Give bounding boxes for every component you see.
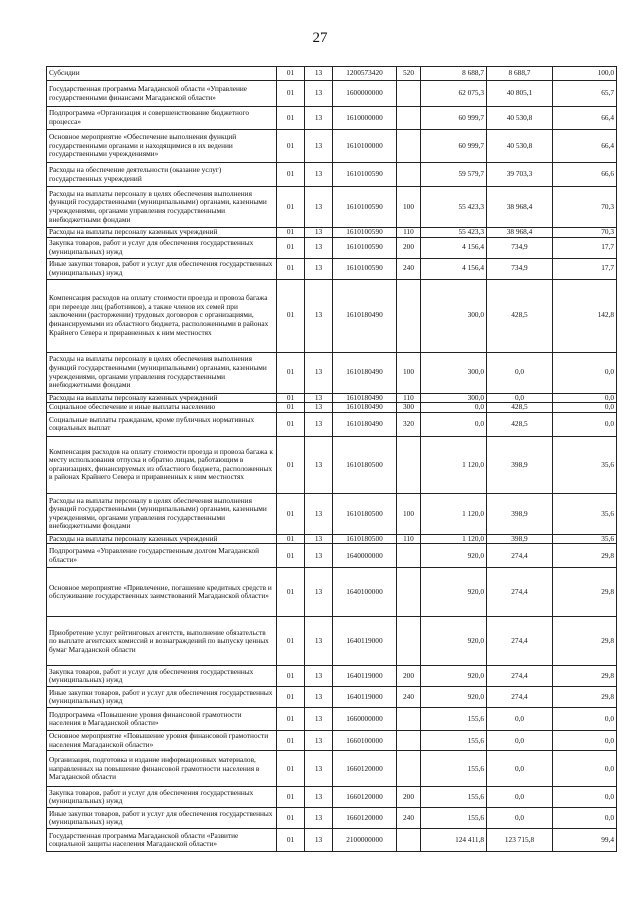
cell-vr: 520 bbox=[397, 67, 421, 81]
table-row bbox=[47, 568, 617, 617]
cell-csr: 1610100590 bbox=[333, 237, 397, 258]
cell-a: 55 423,3 bbox=[421, 187, 487, 228]
cell-csr: 1610000000 bbox=[333, 107, 397, 130]
cell-p: 29,8 bbox=[553, 687, 617, 708]
cell-sub: 13 bbox=[305, 808, 333, 829]
cell-b: 398,9 bbox=[487, 493, 553, 534]
cell-b: 274,4 bbox=[487, 544, 553, 568]
cell-vr: 200 bbox=[397, 666, 421, 687]
cell-name: Подпрограмма «Организация и совершенствование бюджетного процесса» bbox=[47, 107, 277, 130]
cell-gp: 01 bbox=[277, 67, 305, 81]
cell-b: 0,0 bbox=[487, 731, 553, 751]
cell-a: 124 411,8 bbox=[421, 829, 487, 852]
cell-name: Организация, подготовка и издание информационных материалов, направленных на повышение финансовой грамотности населения в Магаданской области bbox=[47, 751, 277, 787]
cell-a: 920,0 bbox=[421, 617, 487, 666]
cell-name: Социальные выплаты гражданам, кроме публичных нормативных социальных выплат bbox=[47, 412, 277, 436]
cell-name: Закупка товаров, работ и услуг для обеспечения государственных (муниципальных) нужд bbox=[47, 666, 277, 687]
table-row bbox=[47, 187, 617, 228]
cell-p: 35,6 bbox=[553, 436, 617, 493]
cell-p: 0,0 bbox=[553, 412, 617, 436]
cell-a: 155,6 bbox=[421, 787, 487, 808]
cell-vr: 100 bbox=[397, 352, 421, 393]
cell-sub: 13 bbox=[305, 544, 333, 568]
table-row bbox=[47, 544, 617, 568]
cell-p: 66,4 bbox=[553, 107, 617, 130]
cell-b: 274,4 bbox=[487, 687, 553, 708]
cell-gp: 01 bbox=[277, 568, 305, 617]
cell-name: Компенсация расходов на оплату стоимости проезда и провоза багажа при переезде лиц (работников), а также членов их семей при заключении (расторжении) трудовых договоров с организациями, финансируемыми из областного бюджета, расположенными в районах Крайнего Севера и приравненных к ним местностях bbox=[47, 279, 277, 352]
cell-b: 0,0 bbox=[487, 751, 553, 787]
table-row bbox=[47, 751, 617, 787]
cell-b: 0,0 bbox=[487, 708, 553, 731]
table-row bbox=[47, 237, 617, 258]
cell-b: 398,9 bbox=[487, 436, 553, 493]
cell-sub: 13 bbox=[305, 687, 333, 708]
cell-vr bbox=[397, 107, 421, 130]
cell-vr bbox=[397, 436, 421, 493]
cell-csr: 1610180490 bbox=[333, 412, 397, 436]
cell-b: 0,0 bbox=[487, 352, 553, 393]
cell-name: Основное мероприятие «Привлечение, погашение кредитных средств и обслуживание государственных заимствований Магаданской области» bbox=[47, 568, 277, 617]
table-row bbox=[47, 436, 617, 493]
cell-gp: 01 bbox=[277, 436, 305, 493]
cell-a: 8 688,7 bbox=[421, 67, 487, 81]
cell-p: 0,0 bbox=[553, 708, 617, 731]
cell-a: 300,0 bbox=[421, 352, 487, 393]
cell-gp: 01 bbox=[277, 187, 305, 228]
cell-csr: 1200573420 bbox=[333, 67, 397, 81]
cell-csr: 1610180500 bbox=[333, 534, 397, 544]
cell-b: 734,9 bbox=[487, 258, 553, 279]
cell-name: Основное мероприятие «Обеспечение выполнения функций государственными органами и находящимися в их ведении государственными учреждениями» bbox=[47, 130, 277, 163]
cell-b: 428,5 bbox=[487, 412, 553, 436]
cell-p: 70,3 bbox=[553, 187, 617, 228]
cell-gp: 01 bbox=[277, 258, 305, 279]
cell-b: 8 688,7 bbox=[487, 67, 553, 81]
table-row bbox=[47, 687, 617, 708]
cell-vr: 240 bbox=[397, 687, 421, 708]
cell-sub: 13 bbox=[305, 751, 333, 787]
cell-sub: 13 bbox=[305, 568, 333, 617]
cell-sub: 13 bbox=[305, 666, 333, 687]
cell-b: 428,5 bbox=[487, 403, 553, 413]
cell-a: 1 120,0 bbox=[421, 534, 487, 544]
cell-a: 300,0 bbox=[421, 393, 487, 403]
cell-csr: 1610100590 bbox=[333, 163, 397, 187]
cell-b: 398,9 bbox=[487, 534, 553, 544]
budget-table bbox=[46, 66, 617, 852]
cell-p: 29,8 bbox=[553, 544, 617, 568]
cell-p: 100,0 bbox=[553, 67, 617, 81]
cell-sub: 13 bbox=[305, 187, 333, 228]
table-row bbox=[47, 279, 617, 352]
cell-vr: 240 bbox=[397, 258, 421, 279]
cell-csr: 1660000000 bbox=[333, 708, 397, 731]
cell-p: 35,6 bbox=[553, 534, 617, 544]
cell-gp: 01 bbox=[277, 751, 305, 787]
cell-csr: 1660100000 bbox=[333, 731, 397, 751]
cell-b: 0,0 bbox=[487, 808, 553, 829]
table-row bbox=[47, 493, 617, 534]
table-row bbox=[47, 829, 617, 852]
cell-sub: 13 bbox=[305, 163, 333, 187]
cell-gp: 01 bbox=[277, 687, 305, 708]
cell-vr: 240 bbox=[397, 808, 421, 829]
cell-csr: 1610100000 bbox=[333, 130, 397, 163]
cell-gp: 01 bbox=[277, 352, 305, 393]
cell-name: Социальное обеспечение и иные выплаты населению bbox=[47, 403, 277, 413]
cell-vr bbox=[397, 279, 421, 352]
table-row bbox=[47, 228, 617, 238]
cell-p: 0,0 bbox=[553, 403, 617, 413]
cell-b: 40 530,8 bbox=[487, 107, 553, 130]
cell-vr: 200 bbox=[397, 787, 421, 808]
cell-b: 0,0 bbox=[487, 787, 553, 808]
cell-sub: 13 bbox=[305, 258, 333, 279]
cell-b: 734,9 bbox=[487, 237, 553, 258]
cell-name: Приобретение услуг рейтинговых агентств, выполнение обязательств по выплате агентских комиссий и вознаграждений по выпуску ценных бумаг Магаданской области bbox=[47, 617, 277, 666]
cell-a: 0,0 bbox=[421, 403, 487, 413]
cell-p: 35,6 bbox=[553, 493, 617, 534]
cell-csr: 1640119000 bbox=[333, 617, 397, 666]
cell-sub: 13 bbox=[305, 412, 333, 436]
cell-b: 274,4 bbox=[487, 666, 553, 687]
cell-name: Расходы на выплаты персоналу в целях обеспечения выполнения функций государственными (муниципальными) органами, казенными учреждениями, органами управления государственными внебюджетными фондами bbox=[47, 187, 277, 228]
cell-a: 60 999,7 bbox=[421, 130, 487, 163]
cell-name: Государственная программа Магаданской области «Развитие социальной защиты населения Магаданской области» bbox=[47, 829, 277, 852]
cell-name: Субсидии bbox=[47, 67, 277, 81]
cell-p: 29,8 bbox=[553, 666, 617, 687]
cell-a: 155,6 bbox=[421, 731, 487, 751]
cell-gp: 01 bbox=[277, 534, 305, 544]
cell-a: 4 156,4 bbox=[421, 258, 487, 279]
cell-b: 40 530,8 bbox=[487, 130, 553, 163]
cell-gp: 01 bbox=[277, 708, 305, 731]
cell-name: Закупка товаров, работ и услуг для обеспечения государственных (муниципальных) нужд bbox=[47, 787, 277, 808]
cell-sub: 13 bbox=[305, 393, 333, 403]
table-row bbox=[47, 412, 617, 436]
cell-vr: 300 bbox=[397, 403, 421, 413]
cell-gp: 01 bbox=[277, 107, 305, 130]
cell-a: 4 156,4 bbox=[421, 237, 487, 258]
table-row bbox=[47, 403, 617, 413]
table-row bbox=[47, 81, 617, 107]
cell-gp: 01 bbox=[277, 403, 305, 413]
cell-name: Иные закупки товаров, работ и услуг для обеспечения государственных (муниципальных) нужд bbox=[47, 808, 277, 829]
cell-a: 59 579,7 bbox=[421, 163, 487, 187]
cell-sub: 13 bbox=[305, 617, 333, 666]
cell-sub: 13 bbox=[305, 352, 333, 393]
cell-a: 920,0 bbox=[421, 687, 487, 708]
cell-a: 55 423,3 bbox=[421, 228, 487, 238]
cell-p: 142,8 bbox=[553, 279, 617, 352]
cell-p: 29,8 bbox=[553, 568, 617, 617]
cell-name: Подпрограмма «Повышение уровня финансовой грамотности населения в Магаданской области» bbox=[47, 708, 277, 731]
cell-csr: 1660120000 bbox=[333, 787, 397, 808]
cell-a: 920,0 bbox=[421, 568, 487, 617]
table-row bbox=[47, 258, 617, 279]
cell-gp: 01 bbox=[277, 393, 305, 403]
cell-vr bbox=[397, 731, 421, 751]
cell-csr: 1640119000 bbox=[333, 687, 397, 708]
cell-vr bbox=[397, 617, 421, 666]
cell-sub: 13 bbox=[305, 787, 333, 808]
page-number: 27 bbox=[312, 30, 328, 46]
cell-b: 38 968,4 bbox=[487, 228, 553, 238]
cell-csr: 1610100590 bbox=[333, 258, 397, 279]
cell-gp: 01 bbox=[277, 228, 305, 238]
cell-vr: 100 bbox=[397, 493, 421, 534]
cell-a: 920,0 bbox=[421, 544, 487, 568]
cell-p: 0,0 bbox=[553, 808, 617, 829]
cell-a: 1 120,0 bbox=[421, 436, 487, 493]
cell-csr: 1640119000 bbox=[333, 666, 397, 687]
cell-gp: 01 bbox=[277, 544, 305, 568]
cell-p: 99,4 bbox=[553, 829, 617, 852]
table-row bbox=[47, 534, 617, 544]
table-row bbox=[47, 393, 617, 403]
table-row bbox=[47, 107, 617, 130]
cell-p: 0,0 bbox=[553, 787, 617, 808]
cell-gp: 01 bbox=[277, 279, 305, 352]
cell-name: Расходы на выплаты персоналу казенных учреждений bbox=[47, 228, 277, 238]
cell-gp: 01 bbox=[277, 731, 305, 751]
cell-sub: 13 bbox=[305, 228, 333, 238]
cell-vr bbox=[397, 130, 421, 163]
cell-sub: 13 bbox=[305, 107, 333, 130]
cell-csr: 1610180490 bbox=[333, 403, 397, 413]
cell-b: 0,0 bbox=[487, 393, 553, 403]
cell-csr: 1660120000 bbox=[333, 751, 397, 787]
cell-vr: 110 bbox=[397, 534, 421, 544]
cell-name: Расходы на выплаты персоналу казенных учреждений bbox=[47, 534, 277, 544]
cell-gp: 01 bbox=[277, 808, 305, 829]
cell-a: 155,6 bbox=[421, 808, 487, 829]
cell-csr: 1660120000 bbox=[333, 808, 397, 829]
cell-sub: 13 bbox=[305, 829, 333, 852]
cell-gp: 01 bbox=[277, 130, 305, 163]
cell-p: 0,0 bbox=[553, 751, 617, 787]
table-row bbox=[47, 130, 617, 163]
cell-b: 39 703,3 bbox=[487, 163, 553, 187]
cell-p: 29,8 bbox=[553, 617, 617, 666]
cell-vr bbox=[397, 568, 421, 617]
cell-gp: 01 bbox=[277, 412, 305, 436]
cell-b: 123 715,8 bbox=[487, 829, 553, 852]
cell-vr: 320 bbox=[397, 412, 421, 436]
cell-csr: 1610180500 bbox=[333, 436, 397, 493]
cell-sub: 13 bbox=[305, 403, 333, 413]
cell-csr: 1610180490 bbox=[333, 352, 397, 393]
cell-p: 0,0 bbox=[553, 731, 617, 751]
cell-vr bbox=[397, 544, 421, 568]
cell-csr: 1610100590 bbox=[333, 228, 397, 238]
cell-sub: 13 bbox=[305, 708, 333, 731]
cell-sub: 13 bbox=[305, 279, 333, 352]
cell-sub: 13 bbox=[305, 237, 333, 258]
cell-a: 155,6 bbox=[421, 751, 487, 787]
cell-a: 1 120,0 bbox=[421, 493, 487, 534]
cell-sub: 13 bbox=[305, 130, 333, 163]
cell-name: Расходы на выплаты персоналу казенных учреждений bbox=[47, 393, 277, 403]
cell-p: 66,6 bbox=[553, 163, 617, 187]
cell-sub: 13 bbox=[305, 493, 333, 534]
cell-a: 300,0 bbox=[421, 279, 487, 352]
cell-sub: 13 bbox=[305, 67, 333, 81]
table-row bbox=[47, 617, 617, 666]
cell-name: Государственная программа Магаданской области «Управление государственными финансами Магаданской области» bbox=[47, 81, 277, 107]
cell-vr bbox=[397, 829, 421, 852]
cell-a: 60 999,7 bbox=[421, 107, 487, 130]
cell-csr: 1640000000 bbox=[333, 544, 397, 568]
cell-p: 17,7 bbox=[553, 258, 617, 279]
cell-p: 0,0 bbox=[553, 393, 617, 403]
cell-name: Основное мероприятие «Повышение уровня финансовой грамотности населения Магаданской области» bbox=[47, 731, 277, 751]
table-row bbox=[47, 352, 617, 393]
cell-vr bbox=[397, 708, 421, 731]
cell-b: 274,4 bbox=[487, 617, 553, 666]
cell-sub: 13 bbox=[305, 534, 333, 544]
cell-name: Подпрограмма «Управление государственным долгом Магаданской области» bbox=[47, 544, 277, 568]
cell-vr: 100 bbox=[397, 187, 421, 228]
cell-gp: 01 bbox=[277, 237, 305, 258]
cell-name: Расходы на обеспечение деятельности (оказание услуг) государственных учреждений bbox=[47, 163, 277, 187]
table-row bbox=[47, 708, 617, 731]
cell-vr: 110 bbox=[397, 393, 421, 403]
cell-vr: 110 bbox=[397, 228, 421, 238]
cell-csr: 2100000000 bbox=[333, 829, 397, 852]
cell-csr: 1610180490 bbox=[333, 279, 397, 352]
cell-a: 155,6 bbox=[421, 708, 487, 731]
cell-gp: 01 bbox=[277, 829, 305, 852]
cell-p: 0,0 bbox=[553, 352, 617, 393]
cell-a: 920,0 bbox=[421, 666, 487, 687]
cell-b: 38 968,4 bbox=[487, 187, 553, 228]
cell-name: Иные закупки товаров, работ и услуг для обеспечения государственных (муниципальных) нужд bbox=[47, 258, 277, 279]
cell-sub: 13 bbox=[305, 436, 333, 493]
cell-sub: 13 bbox=[305, 731, 333, 751]
cell-gp: 01 bbox=[277, 81, 305, 107]
cell-vr bbox=[397, 163, 421, 187]
cell-csr: 1610100590 bbox=[333, 187, 397, 228]
cell-name: Компенсация расходов на оплату стоимости проезда и провоза багажа к месту использования отпуска и обратно лицам, работающим в организациях, финансируемых из областного бюджета, расположенных в районах Крайнего Севера и приравненных к ним местностях bbox=[47, 436, 277, 493]
cell-name: Закупка товаров, работ и услуг для обеспечения государственных (муниципальных) нужд bbox=[47, 237, 277, 258]
table-row bbox=[47, 787, 617, 808]
cell-p: 70,3 bbox=[553, 228, 617, 238]
cell-vr bbox=[397, 81, 421, 107]
table-row bbox=[47, 666, 617, 687]
cell-name: Расходы на выплаты персоналу в целях обеспечения выполнения функций государственными (муниципальными) органами, казенными учреждениями, органами управления государственными внебюджетными фондами bbox=[47, 352, 277, 393]
cell-gp: 01 bbox=[277, 666, 305, 687]
cell-b: 274,4 bbox=[487, 568, 553, 617]
cell-a: 0,0 bbox=[421, 412, 487, 436]
cell-csr: 1610180500 bbox=[333, 493, 397, 534]
cell-name: Расходы на выплаты персоналу в целях обеспечения выполнения функций государственными (муниципальными) органами, казенными учреждениями, органами управления государственными внебюджетными фондами bbox=[47, 493, 277, 534]
table-row bbox=[47, 163, 617, 187]
cell-gp: 01 bbox=[277, 617, 305, 666]
cell-gp: 01 bbox=[277, 163, 305, 187]
cell-name: Иные закупки товаров, работ и услуг для обеспечения государственных (муниципальных) нужд bbox=[47, 687, 277, 708]
cell-vr bbox=[397, 751, 421, 787]
table-row bbox=[47, 67, 617, 81]
cell-b: 40 805,1 bbox=[487, 81, 553, 107]
cell-gp: 01 bbox=[277, 493, 305, 534]
cell-sub: 13 bbox=[305, 81, 333, 107]
table-row bbox=[47, 731, 617, 751]
cell-vr: 200 bbox=[397, 237, 421, 258]
cell-p: 65,7 bbox=[553, 81, 617, 107]
cell-a: 62 075,3 bbox=[421, 81, 487, 107]
cell-csr: 1640100000 bbox=[333, 568, 397, 617]
cell-gp: 01 bbox=[277, 787, 305, 808]
cell-b: 428,5 bbox=[487, 279, 553, 352]
table-row bbox=[47, 808, 617, 829]
cell-csr: 1600000000 bbox=[333, 81, 397, 107]
cell-p: 17,7 bbox=[553, 237, 617, 258]
cell-csr: 1610180490 bbox=[333, 393, 397, 403]
cell-p: 66,4 bbox=[553, 130, 617, 163]
